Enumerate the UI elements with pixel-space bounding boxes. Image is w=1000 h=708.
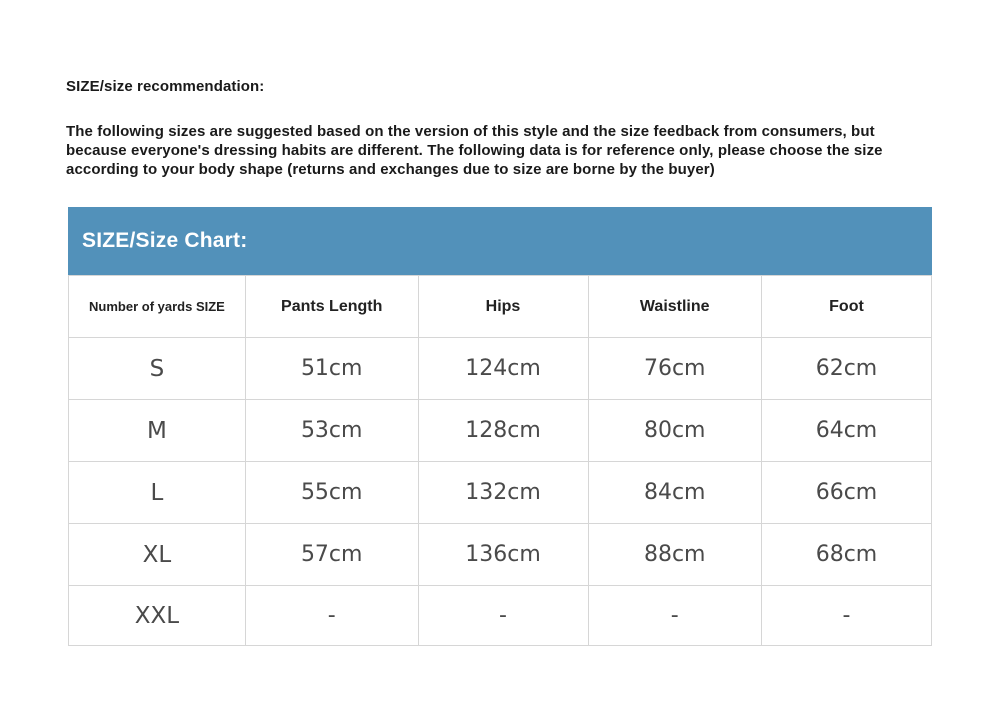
column-header-size: Number of yards SIZE xyxy=(69,276,246,338)
value-cell: 136cm xyxy=(418,524,588,586)
table-header-row xyxy=(69,276,932,338)
size-cell: L xyxy=(69,462,246,524)
size-recommendation-text: The following sizes are suggested based on the version of this style and the size feedback from consumers, but because everyone's dressing habits are different. The following data is for reference only, please choose the size according to your body shape (returns and exchanges due to size are borne by the buyer) xyxy=(66,123,883,178)
column-header-foot: Foot xyxy=(761,276,931,338)
value-cell: - xyxy=(245,586,418,646)
value-cell: 55cm xyxy=(245,462,418,524)
value-cell: 53cm xyxy=(245,400,418,462)
size-recommendation-heading: SIZE/size recommendation: xyxy=(66,78,265,95)
value-cell: 68cm xyxy=(761,524,931,586)
value-cell: 88cm xyxy=(588,524,761,586)
value-cell: 132cm xyxy=(418,462,588,524)
size-chart-table xyxy=(68,275,932,646)
size-cell: XL xyxy=(69,524,246,586)
value-cell: 51cm xyxy=(245,338,418,400)
column-header-hips: Hips xyxy=(418,276,588,338)
value-cell: 76cm xyxy=(588,338,761,400)
table-row-xxl xyxy=(69,586,932,646)
value-cell: 64cm xyxy=(761,400,931,462)
column-header-waistline: Waistline xyxy=(588,276,761,338)
size-chart-banner xyxy=(68,207,932,275)
value-cell: 128cm xyxy=(418,400,588,462)
value-cell: - xyxy=(588,586,761,646)
column-header-pants-length: Pants Length xyxy=(245,276,418,338)
value-cell: - xyxy=(418,586,588,646)
table-row-m xyxy=(69,400,932,462)
size-chart-title: SIZE/Size Chart: xyxy=(82,229,248,252)
size-cell: S xyxy=(69,338,246,400)
size-cell: M xyxy=(69,400,246,462)
table-row-xl xyxy=(69,524,932,586)
table-row-l xyxy=(69,462,932,524)
value-cell: 57cm xyxy=(245,524,418,586)
table-row-s xyxy=(69,338,932,400)
size-cell: XXL xyxy=(69,586,246,646)
value-cell: 84cm xyxy=(588,462,761,524)
value-cell: - xyxy=(761,586,931,646)
value-cell: 62cm xyxy=(761,338,931,400)
value-cell: 80cm xyxy=(588,400,761,462)
value-cell: 124cm xyxy=(418,338,588,400)
value-cell: 66cm xyxy=(761,462,931,524)
